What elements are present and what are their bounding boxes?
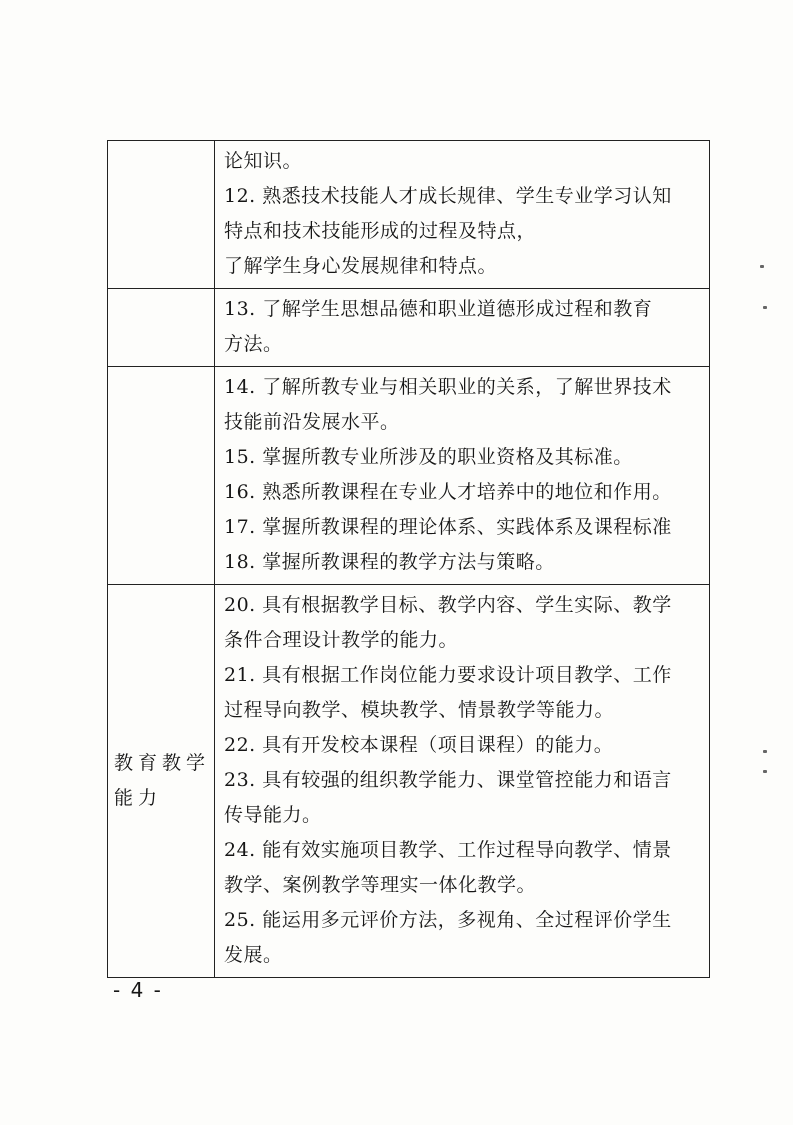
scan-speck [763,750,767,753]
category-cell [108,289,215,367]
content-line: 过程导向教学、模块教学、情景教学等能力。 [224,699,615,721]
table-row [108,367,710,585]
content-cell [215,367,710,585]
content-line: 条件合理设计教学的能力。 [224,629,459,651]
content-line: 16. 熟悉所教课程在专业人才培养中的地位和作用。 [224,481,672,503]
content-line: 23. 具有较强的组织教学能力、课堂管控能力和语言 [224,769,672,791]
category-label: 能力 [114,787,163,809]
category-cell [108,141,215,289]
content-line: 25. 能运用多元评价方法，多视角、全过程评价学生 [224,909,672,931]
content-line: 13. 了解学生思想品德和职业道德形成过程和教育 [224,298,653,320]
content-line: 发展。 [224,944,283,966]
category-cell [108,585,215,978]
page-number: - 4 - [113,978,163,1002]
scan-speck [763,770,767,773]
content-line: 技能前沿发展水平。 [224,411,400,433]
scan-speck [760,265,764,268]
content-line: 24. 能有效实施项目教学、工作过程导向教学、情景 [224,839,672,861]
content-line: 论知识。 [224,150,303,172]
standards-table [107,140,710,978]
content-cell [215,585,710,978]
content-line: 了解学生身心发展规律和特点。 [224,255,498,277]
table-row [108,289,710,367]
content-line: 15. 掌握所教专业所涉及的职业资格及其标准。 [224,446,633,468]
category-cell [108,367,215,585]
content-cell [215,141,710,289]
content-line: 特点和技术技能形成的过程及特点， [224,220,537,242]
content-line: 18. 掌握所教课程的教学方法与策略。 [224,551,555,573]
content-line: 传导能力。 [224,804,322,826]
content-line: 21. 具有根据工作岗位能力要求设计项目教学、工作 [224,664,672,686]
category-label: 教育教学 [114,752,211,774]
table-row [108,141,710,289]
content-line: 方法。 [224,333,283,355]
content-line: 14. 了解所教专业与相关职业的关系，了解世界技术 [224,376,672,398]
table-row [108,585,710,978]
content-line: 17. 掌握所教课程的理论体系、实践体系及课程标准 [224,516,672,538]
content-line: 12. 熟悉技术技能人才成长规律、学生专业学习认知 [224,185,672,207]
content-cell [215,289,710,367]
content-line: 教学、案例教学等理实一体化教学。 [224,874,537,896]
content-line: 20. 具有根据教学目标、教学内容、学生实际、教学 [224,594,672,616]
scan-speck [763,306,767,309]
content-line: 22. 具有开发校本课程（项目课程）的能力。 [224,734,614,756]
